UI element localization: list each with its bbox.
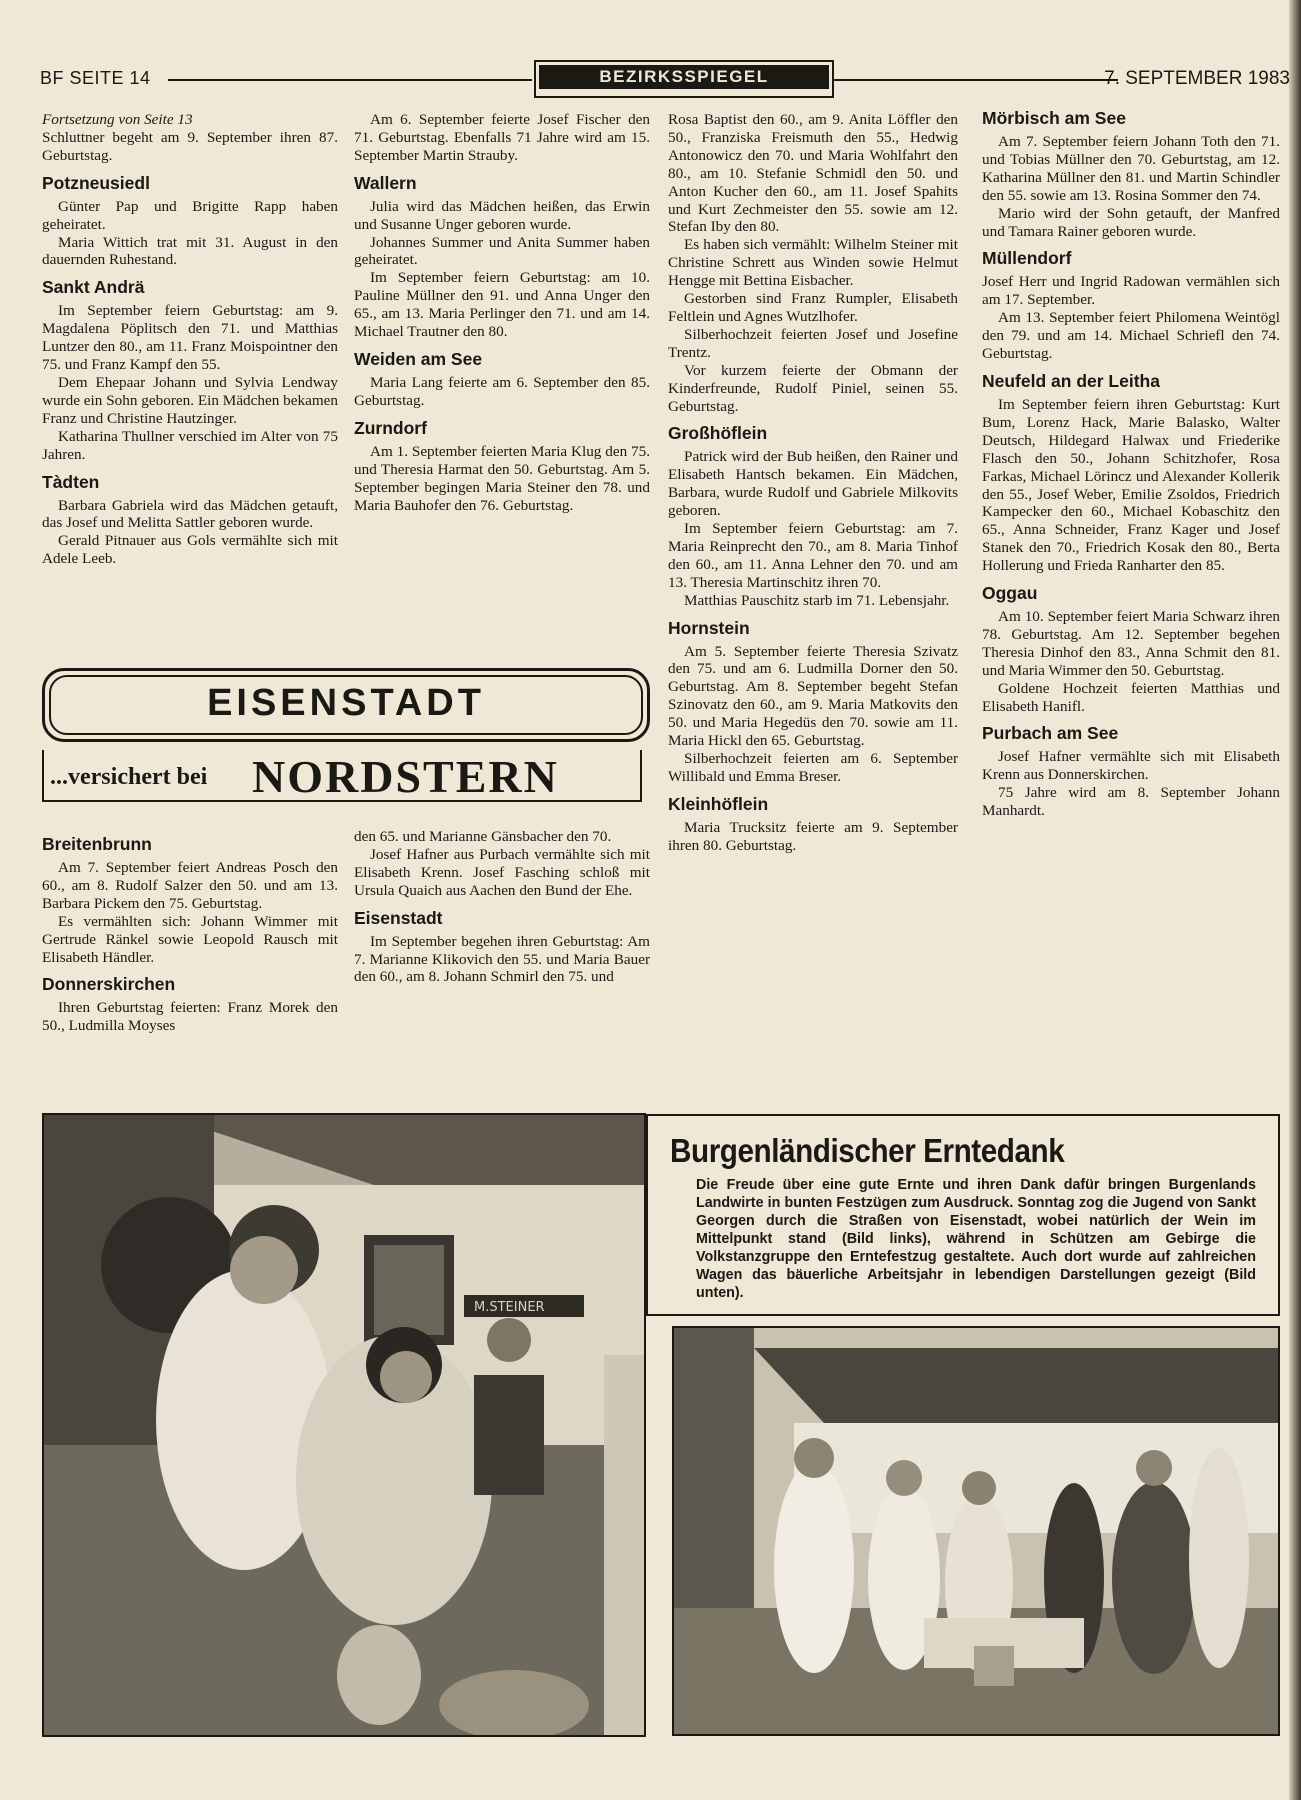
article-text: Gerald Pitnauer aus Gols vermählte sich mit Adele Leeb. <box>42 532 338 568</box>
photo-wine-procession-image <box>44 1115 644 1735</box>
article-text: Am 13. September feiert Philomena Weintögl den 79. und am 14. Michael Schriefl den 74. Geburtstag. <box>982 309 1280 363</box>
article-text: Katharina Thullner verschied im Alter von 75 Jahren. <box>42 427 338 463</box>
feature-text: Die Freude über eine gute Ernte und ihren Dank dafür bringen Burgenlands Landwirte in bunten Festzügen zum Ausdruck. Sonntag zog die Jugend von Sankt Georgen durch die Straßen von Eisenstadt, wobei natürlich der Wein im Mittelpunkt stand (Bild links), während in Schützen am Gebirge die Volkstanzgruppe den Erntefestzug gestaltete. Auch dort wurde auf zahlreichen Wagen das bäuerliche Arbeitsjahr in lebendigen Darstellungen gezeigt (Bild unten). <box>696 1177 1256 1301</box>
article-text: Rosa Baptist den 60., am 9. Anita Löffler den 50., Franziska Freismuth den 55., Hedwig Antonowicz den 70. und Maria Wohlfahrt den 80., am 10. Stefanie Schmidl den 50. und Anton Kucher den 60., am 11. Josef Spahits und Kurt Zechmeister den 55. sowie am 12. Stefan Iby den 80. <box>668 111 958 236</box>
photo-folk-dance-group <box>672 1326 1280 1736</box>
ad-tagline: ...versichert bei <box>50 764 208 790</box>
continued-note: Fortsetzung von Seite 13 <box>42 111 193 128</box>
header-rule-left <box>168 79 532 81</box>
column-3 <box>668 111 958 855</box>
section-heading: Wallern <box>354 172 417 193</box>
article-text: Josef Hafner aus Purbach vermählte sich mit Elisabeth Krenn. Josef Fasching schloß mit Ursula Quaich aus Aachen den Bund der Ehe. <box>354 845 650 899</box>
article-text: 75 Jahre wird am 8. September Johann Manhardt. <box>982 784 1280 820</box>
article-text: Vor kurzem feierte der Obmann der Kinderfreunde, Rudolf Piniel, seinen 55. Geburtstag. <box>668 361 958 415</box>
article-text: Am 10. September feiert Maria Schwarz ihren 78. Geburtstag. Am 12. September begehen Theresia Dinhof den 83., Anna Schmit den 81. und Maria Wimmer den 50. Geburtstag. <box>982 608 1280 679</box>
article-text: Es haben sich vermählt: Wilhelm Steiner mit Christine Schrett aus Winden sowie Helmut Hengge mit Bettina Eisbacher. <box>668 236 958 290</box>
article-text: Julia wird das Mädchen heißen, das Erwin und Susanne Unger geboren wurde. <box>354 197 650 233</box>
section-heading: Kleinhöflein <box>668 793 769 814</box>
photo-wine-procession <box>42 1113 646 1737</box>
article-text: Patrick wird der Bub heißen, den Rainer und Elisabeth Hantsch bekamen. Ein Mädchen, Barbara, wurde Rudolf und Gabriele Milkovits geboren. <box>668 448 958 520</box>
ad-brand: NORDSTERN <box>252 751 559 802</box>
section-badge <box>534 60 834 98</box>
article-text: Günter Pap und Brigitte Rapp haben geheiratet. <box>42 197 338 233</box>
article-text: Maria Wittich trat mit 31. August in den dauernden Ruhestand. <box>42 233 338 269</box>
section-heading: Neufeld an der Leitha <box>982 370 1160 391</box>
article-text: Dem Ehepaar Johann und Sylvia Lendway wurde ein Sohn geboren. Ein Mädchen bekamen Franz und Christine Hautzinger. <box>42 373 338 427</box>
page-spine-shadow <box>1289 0 1301 1800</box>
article-text: Silberhochzeit feierten am 6. September Willibald und Emma Breser. <box>668 750 958 785</box>
column-1 <box>42 111 338 568</box>
article-text: Ihren Geburtstag feierten: Franz Morek den 50., Ludmilla Moyses <box>42 999 338 1035</box>
section-heading: Hornstein <box>668 617 750 638</box>
ad-rule-left <box>42 750 44 800</box>
article-text: Mario wird der Sohn getauft, der Manfred und Tamara Rainer geboren wurde. <box>982 204 1280 240</box>
article-text: Am 1. September feierten Maria Klug den 75. und Theresia Harmat den 50. Geburtstag. Am 5. September begingen Maria Steiner den 78. und Maria Bauhofer den 76. Geburtstag. <box>354 442 650 514</box>
article-text: Maria Lang feierte am 6. September den 85. Geburtstag. <box>354 373 650 409</box>
header-rule-right <box>832 79 1118 81</box>
section-title: BEZIRKSSPIEGEL <box>539 65 829 89</box>
article-text: Goldene Hochzeit feierten Matthias und Elisabeth Hanifl. <box>982 679 1280 715</box>
column-4 <box>982 108 1280 820</box>
article-text: Maria Trucksitz feierte am 9. September ihren 80. Geburtstag. <box>668 818 958 854</box>
article-text: Am 5. September feierte Theresia Szivatz den 75. und am 6. Ludmilla Dorner den 50. Geburtstag. Am 8. September begeht Stefan Szinovatz den 60., am 9. Maria Matkovits den 50. und Maria Hegedüs den 70. sowie am 11. Maria Hickl den 65. Geburtstag. <box>668 642 958 750</box>
section-heading: Purbach am See <box>982 723 1119 744</box>
section-heading: Tàdten <box>42 471 100 492</box>
article-text: Matthias Pauschitz starb im 71. Lebensjahr. <box>684 591 950 609</box>
article-text: Josef Herr und Ingrid Radowan vermählen sich am 17. September. <box>982 273 1280 309</box>
photo-folk-dance-group-image <box>674 1328 1278 1734</box>
section-heading: Eisenstadt <box>354 907 443 928</box>
eisenstadt-banner-title: EISENSTADT <box>49 675 643 735</box>
ad-rule-right <box>640 750 642 800</box>
page-date: 7. SEPTEMBER 1983 <box>1104 68 1290 89</box>
article-text: Josef Hafner vermählte sich mit Elisabeth Krenn aus Donnerskirchen. <box>982 748 1280 784</box>
section-heading: Müllendorf <box>982 248 1072 269</box>
article-text: Es vermählten sich: Johann Wimmer mit Gertrude Ränkel sowie Leopold Rausch mit Elisabeth Händler. <box>42 912 338 966</box>
article-text: Im September feiern Geburtstag: am 9. Magdalena Pöplitsch den 71. und Matthias Luntzer den 80., am 11. Franz Moispointner den 75. und Franz Kampf den 55. <box>42 302 338 374</box>
lower-column-1 <box>42 834 338 1035</box>
article-text: den 65. und Marianne Gänsbacher den 70. <box>354 828 612 845</box>
section-heading: Mörbisch am See <box>982 108 1126 128</box>
section-heading: Oggau <box>982 583 1038 604</box>
article-text: Am 6. September feierte Josef Fischer den 71. Geburtstag. Ebenfalls 71 Jahre wird am 15. September Martin Strauby. <box>354 111 650 164</box>
page-header <box>40 66 1290 94</box>
lower-column-2 <box>354 828 650 986</box>
feature-caption <box>646 1114 1280 1316</box>
article-text: Gestorben sind Franz Rumpler, Elisabeth Feltlein und Agnes Wutzlhofer. <box>668 290 958 325</box>
article-text: Am 7. September feiert Andreas Posch den 60., am 8. Rudolf Salzer den 50. und am 13. Barbara Pickem den 75. Geburtstag. <box>42 859 338 912</box>
article-text: Im September begehen ihren Geburtstag: Am 7. Marianne Klikovich den 55. und Maria Bauer den 60., am 8. Johann Schmirl den 75. und <box>354 932 650 986</box>
article-text: Im September feiern Geburtstag: am 10. Pauline Müllner den 91. und Anna Unger den 65., am 13. Maria Perlinger den 71. und am 14. Michael Trautner den 80. <box>354 269 650 341</box>
article-text: Im September feiern Geburtstag: am 7. Maria Reinprecht den 70., am 8. Maria Tinhof den 60., am 11. Anna Lehner den 70. und am 13. Theresia Martinschitz ihren 70. <box>668 520 958 591</box>
section-heading: Breitenbrunn <box>42 834 152 854</box>
section-heading: Sankt Andrä <box>42 277 145 298</box>
shop-sign: M.STEINER <box>474 1300 545 1315</box>
section-heading: Potzneusiedl <box>42 172 150 193</box>
article-text: Schluttner begeht am 9. September ihren 87. Geburtstag. <box>42 128 338 164</box>
column-2 <box>354 111 650 514</box>
section-heading: Weiden am See <box>354 348 483 369</box>
article-text: Barbara Gabriela wird das Mädchen getauft, das Josef und Melitta Sattler geboren wurde. <box>42 496 338 532</box>
section-heading: Donnerskirchen <box>42 974 176 995</box>
article-text: Silberhochzeit feierten Josef und Josefine Trentz. <box>668 325 958 361</box>
section-heading: Großhöflein <box>668 423 768 444</box>
article-text: Johannes Summer und Anita Summer haben geheiratet. <box>354 233 650 269</box>
feature-title: Burgenländischer Erntedank <box>670 1132 1065 1169</box>
section-heading: Zurndorf <box>354 417 427 438</box>
page-label: BF SEITE 14 <box>40 68 151 88</box>
eisenstadt-banner <box>42 668 650 742</box>
article-text: Am 7. September feiern Johann Toth den 71. und Tobias Müllner den 70. Geburtstag, am 12. Katharina Müllner den 81. und Martin Schindler den 55. sowie am 13. Rosina Sommer den 74. <box>982 133 1280 204</box>
nordstern-ad <box>42 748 642 810</box>
article-text: Im September feiern ihren Geburtstag: Kurt Bum, Lorenz Hack, Marie Balasko, Walter Deutsch, Hildegard Halwax und Friederike Flasch den 50., Johann Schitzhofer, Rosa Farkas, Michael Lörincz und Alexander Kollerik den 55., Josef Weber, Emilie Zsoldos, Friedrich Kampecker den 60., Michael Kobaschitz den 65., Anna Schneider, Franz Kager und Josef Stanek den 70., Friedrich Kosak den 80., Berta Hollerung und Frieda Ranharter den 85. <box>982 395 1280 575</box>
